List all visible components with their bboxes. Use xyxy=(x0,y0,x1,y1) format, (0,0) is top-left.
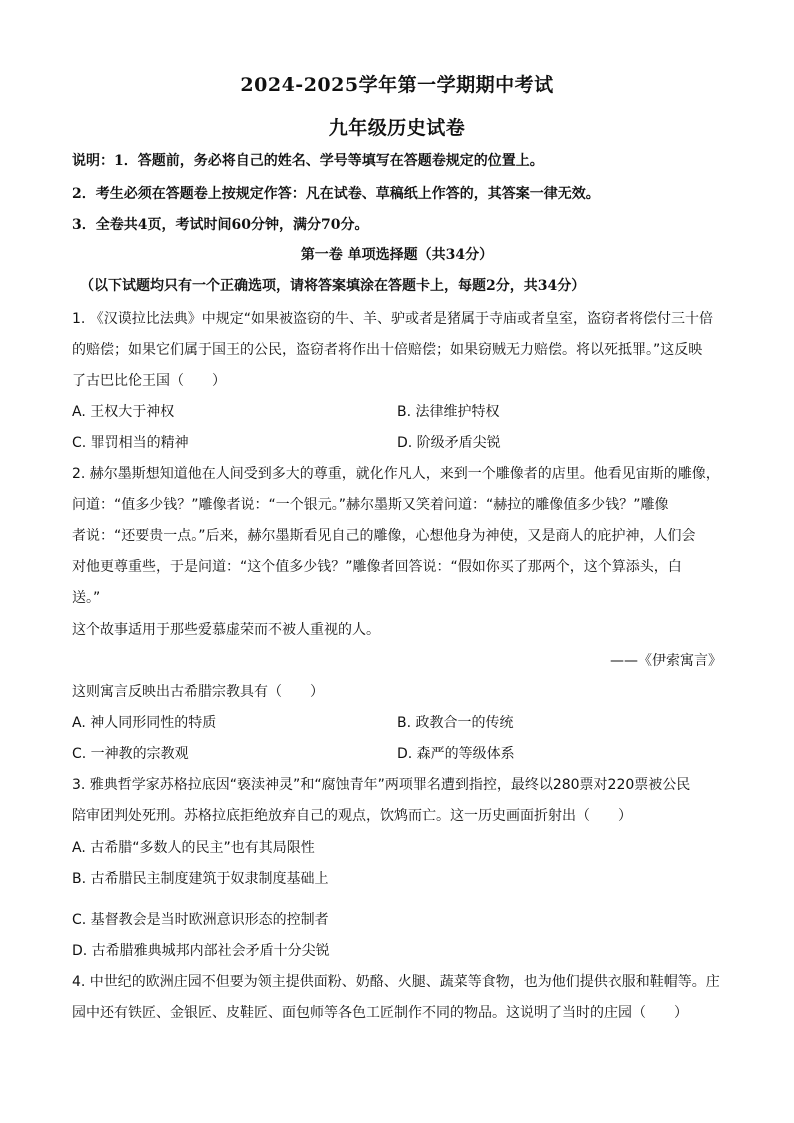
section-title: 第一卷 单项选择题（共34分） xyxy=(300,247,494,263)
instruction-2: 2．考生必须在答题卷上按规定作答：凡在试卷、草稿纸上作答的，其答案一律无效。 xyxy=(72,186,600,202)
question-2-line-1: 2. 赫尔墨斯想知道他在人间受到多大的尊重，就化作凡人，来到一个雕像者的店里。他看见宙斯的雕像， xyxy=(72,466,720,482)
instruction-1: 说明：1．答题前，务必将自己的姓名、学号等填写在答题卷规定的位置上。 xyxy=(72,153,544,169)
question-2-line-4: 对他更尊重些，于是问道：“这个值多少钱？”雕像者回答说：“假如你买了那两个，这个算添头，白 xyxy=(72,559,682,575)
question-1-option-c: C. 罪罚相当的精神 xyxy=(72,435,189,451)
question-2-line-3: 者说：“还要贵一点。”后来，赫尔墨斯看见自己的雕像，心想他身为神使，又是商人的庇护神，人们会 xyxy=(72,528,696,544)
question-1-option-a: A. 王权大于神权 xyxy=(72,404,175,420)
question-3-option-a: A. 古希腊“多数人的民主”也有其局限性 xyxy=(72,840,315,856)
question-3-option-b: B. 古希腊民主制度建筑于奴隶制度基础上 xyxy=(72,871,329,887)
question-2-line-5: 送。” xyxy=(72,590,101,606)
question-3-option-c: C. 基督教会是当时欧洲意识形态的控制者 xyxy=(72,912,329,928)
question-3-line-2: 陪审团判处死刑。苏格拉底拒绝放弃自己的观点，饮鸩而亡。这一历史画面折射出（ ） xyxy=(72,808,632,824)
question-3-line-1: 3. 雅典哲学家苏格拉底因“亵渎神灵”和“腐蚀青年”两项罪名遭到指控，最终以280票对220票被公民 xyxy=(72,777,691,793)
question-1-option-d: D. 阶级矛盾尖锐 xyxy=(397,435,501,451)
question-1-line-3: 了古巴比伦王国（ ） xyxy=(72,373,226,389)
instruction-3: 3．全卷共4页，考试时间60分钟，满分70分。 xyxy=(72,217,369,233)
question-2-line-2: 问道：“值多少钱？”雕像者说：“一个银元。”赫尔墨斯又笑着问道：“赫拉的雕像值多少钱？”雕像 xyxy=(72,497,669,513)
section-note: （以下试题均只有一个正确选项，请将答案填涂在答题卡上，每题2分，共34分） xyxy=(80,278,586,294)
question-1-option-b: B. 法律维护特权 xyxy=(397,404,500,420)
question-3-option-d: D. 古希腊雅典城邦内部社会矛盾十分尖锐 xyxy=(72,943,330,959)
exam-subtitle: 九年级历史试卷 xyxy=(328,117,466,139)
question-4-line-1: 4. 中世纪的欧洲庄园不但要为领主提供面粉、奶酪、火腿、蔬菜等食物，也为他们提供衣服和鞋帽等。庄 xyxy=(72,974,720,990)
question-2-option-c: C. 一神教的宗教观 xyxy=(72,746,189,762)
question-2-option-a: A. 神人同形同性的特质 xyxy=(72,715,217,731)
question-2-stem: 这则寓言反映出古希腊宗教具有（ ） xyxy=(72,684,324,700)
question-1-line-2: 的赔偿；如果它们属于国王的公民，盗窃者将作出十倍赔偿；如果窃贼无力赔偿。将以死抵罪。”这反映 xyxy=(72,342,703,358)
question-2-line-6: 这个故事适用于那些爱慕虚荣而不被人重视的人。 xyxy=(72,622,380,638)
question-2-option-b: B. 政教合一的传统 xyxy=(397,715,514,731)
question-2-option-d: D. 森严的等级体系 xyxy=(397,746,515,762)
question-2-source: ——《伊索寓言》 xyxy=(610,653,722,669)
exam-title: 2024-2025学年第一学期期中考试 xyxy=(240,74,554,96)
question-4-line-2: 园中还有铁匠、金银匠、皮鞋匠、面包师等各色工匠制作不同的物品。这说明了当时的庄园（ ） xyxy=(72,1005,688,1021)
question-1-line-1: 1. 《汉谟拉比法典》中规定“如果被盗窃的牛、羊、驴或者是猪属于寺庙或者皇室，盗窃者将偿付三十倍 xyxy=(72,311,714,327)
